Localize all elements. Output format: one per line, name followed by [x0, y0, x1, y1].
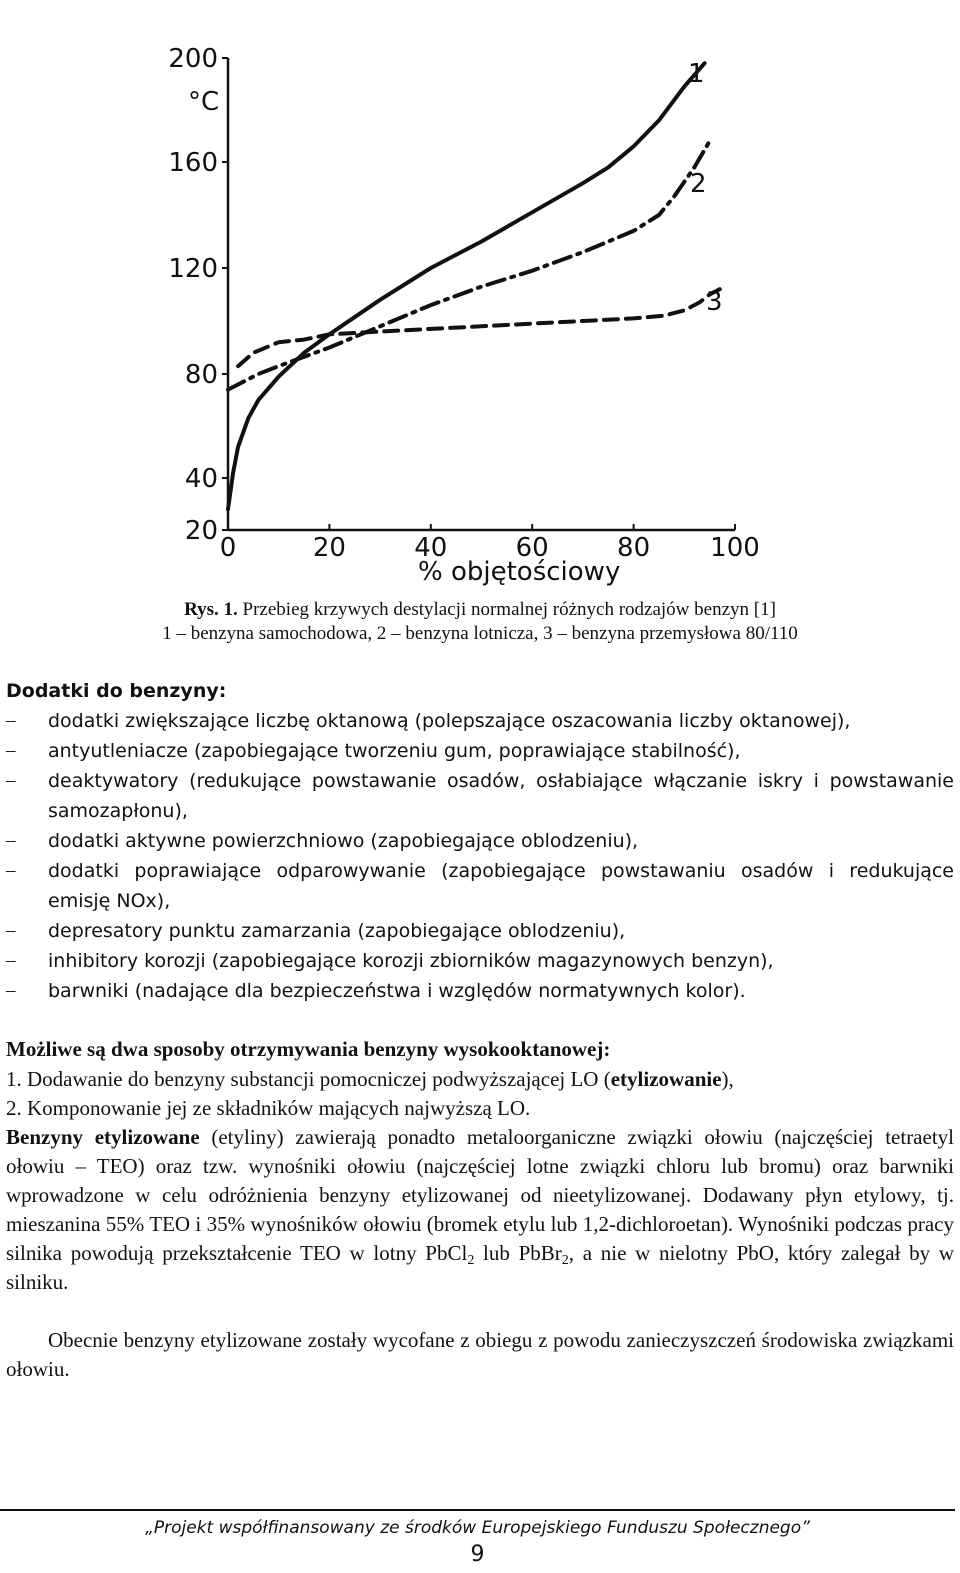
- method-1-bold: etylizowanie: [610, 1067, 722, 1091]
- series-line-1: [228, 63, 705, 509]
- chart-axes: [228, 58, 735, 530]
- y-tick-label: 20: [184, 516, 218, 546]
- list-item: [6, 946, 954, 976]
- leaded-fuel-paragraph: [6, 1123, 954, 1297]
- subscript: 2: [561, 1253, 569, 1268]
- chart-ticks: [168, 44, 759, 563]
- list-dash: –: [6, 980, 16, 1001]
- footer-rule: [0, 1509, 955, 1511]
- x-tick-label: 0: [219, 533, 237, 563]
- y-tick-label: 120: [168, 254, 218, 284]
- list-dash: –: [6, 860, 16, 881]
- chart-series: [228, 63, 720, 509]
- list-item-text: barwniki (nadające dla bezpieczeństwa i względów normatywnych kolor).: [48, 980, 746, 1002]
- method-1: [6, 1065, 954, 1094]
- section-title-additives: Dodatki do benzyny:: [6, 680, 227, 702]
- y-tick-label: 80: [184, 360, 218, 390]
- section-title-methods: Możliwe są dwa sposoby otrzymywania benzyny wysokooktanowej:: [6, 1037, 611, 1061]
- subscript: 2: [467, 1253, 475, 1268]
- method-1-text: 1. Dodawanie do benzyny substancji pomocniczej podwyższającej LO (: [6, 1067, 611, 1091]
- y-tick-label: 160: [168, 148, 218, 178]
- figure-caption: [0, 598, 960, 622]
- paragraph-text: lub PbBr: [474, 1241, 562, 1265]
- list-item: [6, 706, 954, 736]
- list-item: [6, 856, 954, 916]
- list-item: [6, 976, 954, 1006]
- list-item-text: depresatory punktu zamarzania (zapobiegające oblodzeniu),: [48, 920, 626, 942]
- y-axis-label: °C: [188, 87, 220, 117]
- list-item: [6, 826, 954, 856]
- x-tick-label: 60: [515, 533, 549, 563]
- list-item-text: antyutleniacze (zapobiegające tworzeniu gum, poprawiające stabilność),: [48, 740, 741, 762]
- list-dash: –: [6, 740, 16, 761]
- list-dash: –: [6, 920, 16, 941]
- figure-title: Przebieg krzywych destylacji normalnej różnych rodzajów benzyn [1]: [242, 599, 776, 620]
- additives-list: [6, 706, 954, 1006]
- method-2: 2. Komponowanie jej ze składników mających najwyższą LO.: [6, 1096, 531, 1120]
- series-label-1: 1: [688, 59, 705, 89]
- figure-legend: 1 – benzyna samochodowa, 2 – benzyna lotnicza, 3 – benzyna przemysłowa 80/110: [162, 623, 798, 644]
- x-tick-label: 20: [312, 533, 346, 563]
- page-number: 9: [470, 1542, 485, 1567]
- method-1-suffix: ),: [721, 1067, 734, 1091]
- distillation-chart: [150, 30, 790, 590]
- list-item: [6, 916, 954, 946]
- series-label-2: 2: [690, 169, 707, 199]
- x-axis-label: % objętościowy: [418, 557, 621, 587]
- footer-project-text: „Projekt współfinansowany ze środków Europejskiego Funduszu Społecznego”: [145, 1518, 810, 1538]
- list-item-text: deaktywatory (redukujące powstawanie osadów, osłabiające włączanie iskry i powstawanie samozapłonu),: [48, 770, 954, 822]
- x-tick-label: 40: [414, 533, 448, 563]
- list-dash: –: [6, 710, 16, 731]
- closing-paragraph: Obecnie benzyny etylizowane zostały wycofane z obiegu z powodu zanieczyszczeń środowiska związkami ołowiu.: [6, 1328, 954, 1381]
- x-tick-label: 80: [617, 533, 651, 563]
- y-tick-label: 200: [168, 44, 218, 74]
- list-dash: –: [6, 770, 16, 791]
- list-item: [6, 736, 954, 766]
- list-item: [6, 766, 954, 826]
- series-line-2: [228, 141, 710, 389]
- figure-label: Rys. 1.: [184, 599, 238, 620]
- list-item-text: dodatki zwiększające liczbę oktanową (polepszające oszacowania liczby oktanowej),: [48, 710, 851, 732]
- list-item-text: dodatki aktywne powierzchniowo (zapobiegające oblodzeniu),: [48, 830, 639, 852]
- x-tick-label: 100: [710, 533, 760, 563]
- list-item-text: dodatki poprawiające odparowywanie (zapobiegające powstawaniu osadów i redukujące emisję NOx),: [48, 860, 954, 912]
- leaded-fuel-term: Benzyny etylizowane: [6, 1125, 200, 1149]
- paragraph-text: , a nie w nielotny PbO, który zalegał by w silniku.: [6, 1241, 955, 1294]
- series-label-3: 3: [706, 287, 723, 317]
- list-dash: –: [6, 950, 16, 971]
- list-item-text: inhibitory korozji (zapobiegające korozji zbiorników magazynowych benzyn),: [48, 950, 774, 972]
- y-tick-label: 40: [184, 464, 218, 494]
- paragraph-text: (etyliny) zawierają ponadto metaloorganiczne związki ołowiu (najczęściej tetraetyl ołowiu – TEO) oraz tzw. wynośniki ołowiu (najczęściej lotne związki chloru lub bromu) oraz barwniki wprowadzone w celu odróżnienia benzyny etylizowanej od nieetylizowanej. Dodawany płyn etylowy, tj. mieszanina 55% TEO i 35% wynośników ołowiu (bromek etylu lub 1,2-dichloroetan). Wynośniki podczas pracy silnika powodują przekształcenie TEO w lotny PbCl: [6, 1125, 954, 1265]
- list-dash: –: [6, 830, 16, 851]
